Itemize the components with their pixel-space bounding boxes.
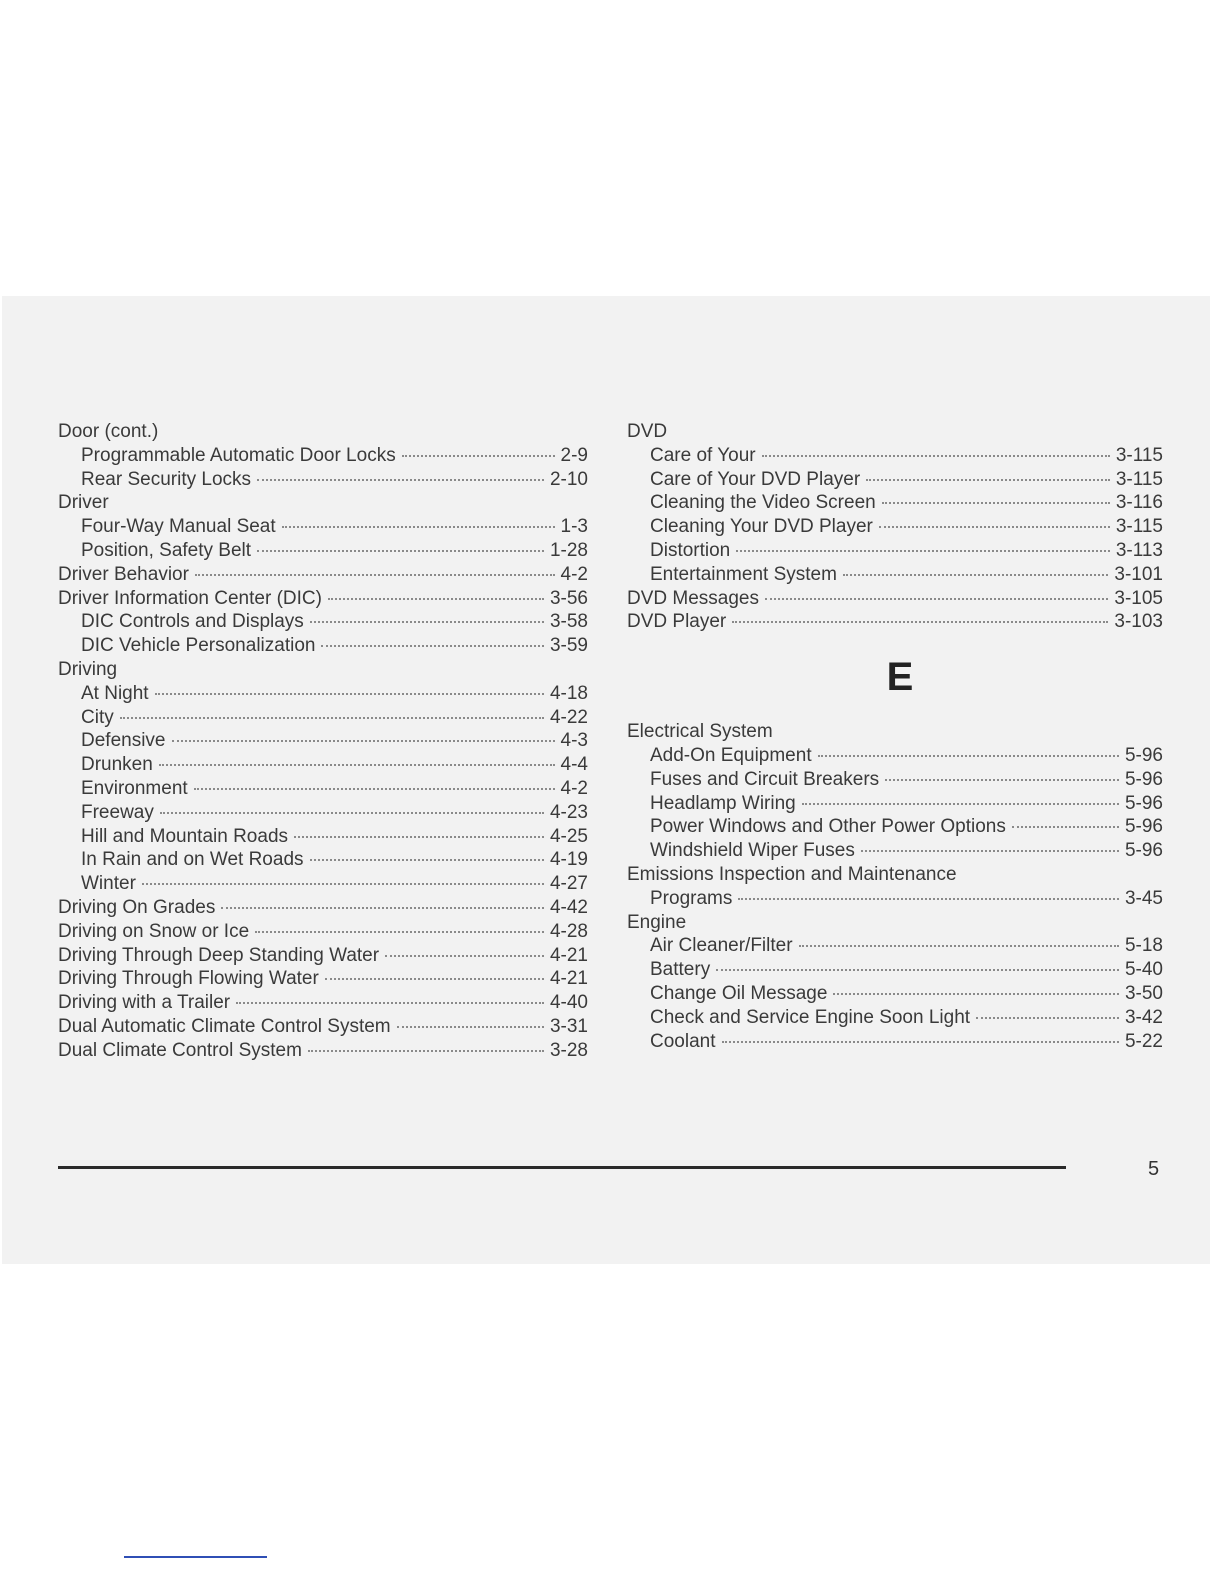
entry-page-ref: 3-115	[1115, 516, 1163, 538]
dot-leader	[882, 502, 1110, 504]
entry-page-ref: 3-59	[549, 635, 588, 657]
entry-label: Driving with a Trailer	[58, 992, 231, 1014]
entry-page-ref: 5-22	[1124, 1030, 1163, 1052]
dot-leader	[282, 526, 555, 528]
index-entry	[58, 634, 588, 658]
entry-label: Driver Information Center (DIC)	[58, 587, 322, 609]
dot-leader	[155, 693, 544, 695]
dot-leader	[885, 779, 1119, 781]
entry-label: Freeway	[81, 801, 154, 823]
dot-leader	[818, 755, 1119, 757]
index-entry	[627, 887, 1163, 911]
index-entry	[58, 610, 588, 634]
dot-leader	[762, 455, 1110, 457]
entry-label: Entertainment System	[650, 563, 837, 585]
entry-page-ref: 3-45	[1124, 887, 1163, 909]
entry-page-ref: 3-28	[549, 1039, 588, 1061]
entry-label: Programmable Automatic Door Locks	[81, 444, 396, 466]
entry-page-ref: 4-3	[560, 730, 588, 752]
index-entry	[627, 958, 1163, 982]
entry-label: Driving Through Flowing Water	[58, 968, 319, 990]
index-entry	[58, 848, 588, 872]
index-entry	[58, 444, 588, 468]
entry-page-ref: 5-96	[1124, 792, 1163, 814]
entry-label: DIC Vehicle Personalization	[81, 635, 316, 657]
entry-page-ref: 3-101	[1114, 563, 1163, 585]
entry-label: Environment	[81, 777, 188, 799]
index-entry	[58, 1039, 588, 1063]
entry-page-ref: 2-9	[560, 444, 588, 466]
dot-leader	[402, 455, 555, 457]
dot-leader	[1012, 826, 1119, 828]
entry-label: Rear Security Locks	[81, 468, 252, 490]
dot-leader	[722, 1041, 1119, 1043]
index-entry	[627, 610, 1163, 634]
index-left-column	[58, 420, 588, 1063]
entry-label: Drunken	[81, 754, 153, 776]
entry-label: DVD Messages	[627, 587, 759, 609]
entry-label: City	[81, 706, 114, 728]
index-entry	[627, 563, 1163, 587]
entry-label: Driving on Snow or Ice	[58, 920, 250, 942]
index-right-column	[627, 420, 1163, 1053]
index-entry	[627, 1030, 1163, 1054]
index-entry	[58, 1015, 588, 1039]
entry-page-ref: 4-22	[549, 706, 588, 728]
entry-label: Battery	[650, 959, 711, 981]
entry-page-ref: 3-105	[1114, 587, 1163, 609]
entry-page-ref: 4-2	[560, 563, 588, 585]
dot-leader	[236, 1002, 544, 1004]
entry-label: Add-On Equipment	[650, 744, 812, 766]
entry-label: Engine	[627, 911, 687, 933]
dot-leader	[716, 969, 1119, 971]
entry-label: In Rain and on Wet Roads	[81, 849, 304, 871]
dot-leader	[765, 598, 1108, 600]
dot-leader	[310, 621, 544, 623]
index-heading	[58, 420, 588, 444]
entry-label: Hill and Mountain Roads	[81, 825, 289, 847]
entry-label: Electrical System	[627, 721, 773, 743]
dot-leader	[142, 883, 544, 885]
entry-label: Headlamp Wiring	[650, 792, 796, 814]
entry-page-ref: 3-31	[549, 1015, 588, 1037]
entry-label: DIC Controls and Displays	[81, 611, 304, 633]
index-entry	[627, 491, 1163, 515]
index-entry	[627, 587, 1163, 611]
dot-leader	[195, 574, 555, 576]
entry-label: Dual Climate Control System	[58, 1039, 302, 1061]
entry-label: At Night	[81, 682, 149, 704]
dot-leader	[257, 550, 544, 552]
index-entry	[58, 991, 588, 1015]
index-heading	[58, 658, 588, 682]
dot-leader	[194, 788, 555, 790]
index-entry	[627, 744, 1163, 768]
entry-label: Door (cont.)	[58, 421, 159, 442]
entry-label: Fuses and Circuit Breakers	[650, 768, 880, 790]
index-entry	[627, 934, 1163, 958]
dot-leader	[172, 740, 555, 742]
entry-page-ref: 5-40	[1124, 959, 1163, 981]
index-entry	[58, 515, 588, 539]
index-entry	[627, 839, 1163, 863]
entry-page-ref: 5-96	[1124, 744, 1163, 766]
index-entry	[627, 982, 1163, 1006]
index-entry	[58, 801, 588, 825]
entry-page-ref: 3-115	[1115, 468, 1163, 490]
entry-label: Driver	[58, 492, 109, 514]
entry-page-ref: 3-58	[549, 611, 588, 633]
entry-label: Care of Your	[650, 444, 756, 466]
dot-leader	[976, 1017, 1119, 1019]
index-entry	[58, 706, 588, 730]
dot-leader	[310, 859, 544, 861]
entry-label: Windshield Wiper Fuses	[650, 840, 855, 862]
entry-label: Change Oil Message	[650, 982, 828, 1004]
entry-label: DVD Player	[627, 611, 727, 633]
entry-label: DVD	[627, 421, 668, 442]
dot-leader	[861, 850, 1119, 852]
index-heading	[627, 420, 1163, 444]
index-entry	[627, 515, 1163, 539]
entry-label: Driving	[58, 658, 118, 680]
entry-label: Cleaning Your DVD Player	[650, 516, 873, 538]
dot-leader	[120, 717, 544, 719]
entry-page-ref: 4-23	[549, 801, 588, 823]
index-entry	[58, 944, 588, 968]
entry-page-ref: 4-27	[549, 873, 588, 895]
entry-label: Emissions Inspection and Maintenance	[627, 863, 957, 885]
dot-leader	[221, 907, 544, 909]
entry-page-ref: 3-56	[549, 587, 588, 609]
entry-page-ref: 4-28	[549, 920, 588, 942]
index-heading	[627, 720, 1163, 744]
entry-page-ref: 3-115	[1115, 444, 1163, 466]
entry-label: Four-Way Manual Seat	[81, 516, 276, 538]
dot-leader	[799, 945, 1119, 947]
entry-page-ref: 5-18	[1124, 935, 1163, 957]
index-heading	[627, 863, 1163, 887]
dot-leader	[321, 645, 544, 647]
dot-leader	[257, 479, 544, 481]
dot-leader	[159, 764, 555, 766]
entry-label: Driver Behavior	[58, 563, 189, 585]
entry-label: Distortion	[650, 539, 731, 561]
dot-leader	[160, 812, 544, 814]
dot-leader	[843, 574, 1108, 576]
index-entry	[58, 967, 588, 991]
index-entry	[58, 920, 588, 944]
entry-label: Care of Your DVD Player	[650, 468, 861, 490]
entry-label: Programs	[650, 887, 733, 909]
dot-leader	[294, 836, 544, 838]
entry-label: Driving Through Deep Standing Water	[58, 944, 380, 966]
page-number: 5	[1148, 1158, 1160, 1180]
dot-leader	[328, 598, 544, 600]
index-entry	[58, 587, 588, 611]
index-entry	[58, 563, 588, 587]
dot-leader	[385, 955, 544, 957]
index-entry	[627, 539, 1163, 563]
e-entries	[627, 720, 1163, 1053]
index-entry	[627, 768, 1163, 792]
index-entry	[58, 872, 588, 896]
index-entry	[627, 1006, 1163, 1030]
dot-leader	[732, 621, 1108, 623]
entry-page-ref: 4-2	[560, 777, 588, 799]
bottom-link-underline	[124, 1556, 267, 1558]
entry-label: Defensive	[81, 730, 166, 752]
dot-leader	[736, 550, 1110, 552]
index-entry	[627, 792, 1163, 816]
dot-leader	[325, 978, 544, 980]
index-heading	[58, 491, 588, 515]
dot-leader	[833, 993, 1119, 995]
dot-leader	[866, 479, 1110, 481]
dot-leader	[308, 1050, 544, 1052]
entry-page-ref: 4-18	[549, 682, 588, 704]
entry-page-ref: 4-19	[549, 849, 588, 871]
index-entry	[58, 468, 588, 492]
entry-page-ref: 4-25	[549, 825, 588, 847]
index-heading	[627, 911, 1163, 935]
dot-leader	[802, 803, 1119, 805]
entry-label: Dual Automatic Climate Control System	[58, 1015, 391, 1037]
entry-page-ref: 3-42	[1124, 1006, 1163, 1028]
entry-label: Air Cleaner/Filter	[650, 935, 793, 957]
dot-leader	[255, 931, 544, 933]
index-entry	[58, 825, 588, 849]
entry-label: Position, Safety Belt	[81, 539, 252, 561]
dot-leader	[879, 526, 1110, 528]
entry-page-ref: 4-21	[549, 944, 588, 966]
entry-page-ref: 3-50	[1124, 982, 1163, 1004]
entry-page-ref: 5-96	[1124, 816, 1163, 838]
entry-page-ref: 1-3	[560, 516, 588, 538]
index-entry	[627, 468, 1163, 492]
entry-page-ref: 3-103	[1114, 611, 1163, 633]
section-letter-heading: E	[886, 655, 914, 700]
index-entry	[58, 539, 588, 563]
footer-rule	[58, 1166, 1066, 1169]
entry-page-ref: 2-10	[549, 468, 588, 490]
index-entry	[58, 729, 588, 753]
entry-page-ref: 3-116	[1115, 492, 1163, 514]
index-entry	[58, 896, 588, 920]
dot-leader	[397, 1026, 544, 1028]
entry-label: Check and Service Engine Soon Light	[650, 1006, 971, 1028]
dot-leader	[738, 898, 1119, 900]
entry-label: Power Windows and Other Power Options	[650, 816, 1006, 838]
dvd-entries	[627, 420, 1163, 634]
entry-label: Cleaning the Video Screen	[650, 492, 876, 514]
entry-page-ref: 4-42	[549, 896, 588, 918]
entry-label: Winter	[81, 873, 136, 895]
entry-page-ref: 4-21	[549, 968, 588, 990]
index-entry	[58, 682, 588, 706]
index-entry	[58, 777, 588, 801]
entry-page-ref: 1-28	[549, 539, 588, 561]
entry-page-ref: 3-113	[1115, 539, 1163, 561]
entry-page-ref: 5-96	[1124, 840, 1163, 862]
index-entry	[627, 815, 1163, 839]
entry-label: Driving On Grades	[58, 896, 216, 918]
entry-page-ref: 4-40	[549, 992, 588, 1014]
index-entry	[58, 753, 588, 777]
entry-label: Coolant	[650, 1030, 716, 1052]
entry-page-ref: 4-4	[560, 754, 588, 776]
entry-page-ref: 5-96	[1124, 768, 1163, 790]
index-entry	[627, 444, 1163, 468]
